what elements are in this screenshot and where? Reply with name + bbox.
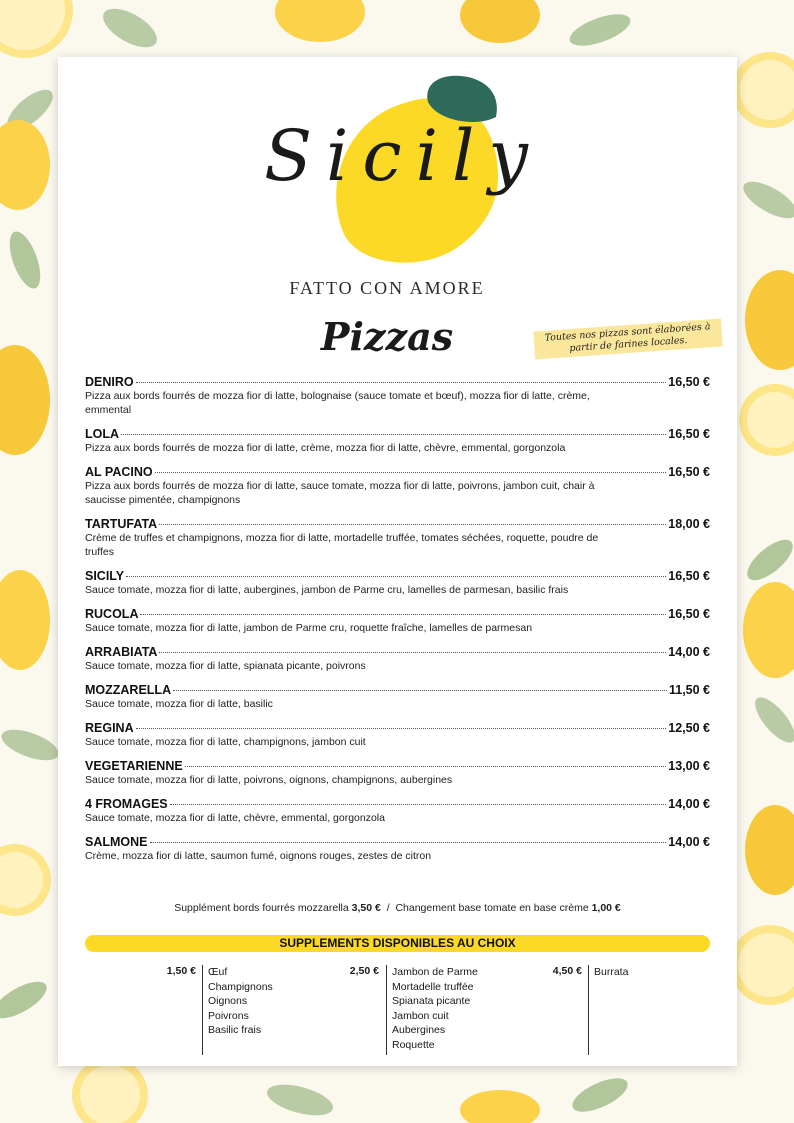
dot-leader — [173, 690, 667, 691]
menu-item-price: 14,00 € — [668, 645, 710, 659]
menu-item-name: SALMONE — [85, 835, 148, 849]
flour-note: Toutes nos pizzas sont élaborées à partir de farines locales. — [533, 318, 722, 359]
menu-item-price: 16,50 € — [668, 569, 710, 583]
supplement-list — [202, 965, 273, 1055]
pizza-list — [85, 375, 710, 873]
menu-item-price: 16,50 € — [668, 607, 710, 621]
supplements-banner: SUPPLEMENTS DISPONIBLES AU CHOIX — [85, 935, 710, 952]
menu-item — [85, 517, 710, 559]
menu-card — [58, 57, 737, 1066]
menu-item-price: 12,50 € — [668, 721, 710, 735]
lemon-icon — [275, 0, 540, 43]
supplement-item: Poivrons — [208, 1009, 249, 1022]
supplement-item: Œuf — [208, 966, 228, 978]
menu-item-description: Sauce tomate, mozza fior di latte, jambon de Parme cru, roquette fraîche, lamelles de parmesan — [85, 622, 533, 634]
menu-item-header — [85, 797, 710, 811]
dot-leader — [159, 652, 666, 653]
dot-leader — [136, 728, 667, 729]
menu-item-description: Sauce tomate, mozza fior di latte, champignons, jambon cuit — [85, 736, 366, 748]
menu-item-header — [85, 721, 710, 735]
dot-leader — [126, 576, 666, 577]
menu-item — [85, 607, 710, 635]
supplement-item: Burrata — [594, 966, 629, 978]
menu-item-header — [85, 835, 710, 849]
dot-leader — [140, 614, 666, 615]
menu-item — [85, 569, 710, 597]
menu-item — [85, 465, 710, 507]
menu-item — [85, 721, 710, 749]
supplement-item: Champignons — [208, 980, 273, 993]
menu-item-name: MOZZARELLA — [85, 683, 172, 697]
supplement-price: 2,50 € — [349, 965, 379, 977]
menu-item-price: 13,00 € — [668, 759, 710, 773]
dot-leader — [159, 524, 666, 525]
dot-leader — [155, 472, 667, 473]
menu-item — [85, 427, 710, 455]
menu-item-name: ARRABIATA — [85, 645, 158, 659]
menu-item-description: Sauce tomate, mozza fior di latte, poivrons, oignons, champignons, aubergines — [85, 774, 453, 786]
supplement-item: Spianata picante — [392, 995, 471, 1007]
supplement-list — [386, 965, 478, 1055]
menu-item-price: 11,50 € — [668, 683, 710, 697]
supplement-list — [588, 965, 628, 1055]
supplement-price: 1,50 € — [166, 965, 196, 977]
menu-item-header — [85, 517, 710, 531]
supplement-price: 4,50 € — [552, 965, 582, 977]
menu-item-header — [85, 645, 710, 659]
brand-tagline: FATTO CON AMORE — [289, 278, 485, 298]
menu-item-name: VEGETARIENNE — [85, 759, 183, 773]
menu-item-price: 16,50 € — [668, 427, 710, 441]
supplement-item: Aubergines — [392, 1024, 446, 1036]
dot-leader — [150, 842, 667, 843]
supplements-grid — [58, 962, 737, 1057]
menu-item-description: Sauce tomate, mozza fior di latte, aubergines, jambon de Parme cru, lamelles de parmesan, basilic frais — [85, 584, 569, 596]
menu-item-header — [85, 465, 710, 479]
menu-item-header — [85, 683, 710, 697]
menu-item — [85, 797, 710, 825]
supplement-item: Mortadelle truffée — [392, 980, 474, 993]
menu-item — [85, 645, 710, 673]
supplement-item: Roquette — [392, 1038, 435, 1051]
menu-item-name: SICILY — [85, 569, 125, 583]
menu-item-name: REGINA — [85, 721, 134, 735]
dot-leader — [121, 434, 666, 435]
menu-item-name: LOLA — [85, 427, 120, 441]
dot-leader — [136, 382, 667, 383]
menu-item-description: Sauce tomate, mozza fior di latte, basilic — [85, 698, 273, 710]
menu-item-header — [85, 375, 710, 389]
menu-item-description: Sauce tomate, mozza fior di latte, chèvre, emmental, gorgonzola — [85, 812, 385, 824]
menu-item-price: 16,50 € — [668, 375, 710, 389]
supplement-item: Jambon cuit — [392, 1009, 449, 1022]
supplement-item: Oignons — [208, 995, 248, 1007]
brand-logo-wordmark: Sicily — [264, 115, 542, 197]
menu-item-header — [85, 427, 710, 441]
menu-item-price: 16,50 € — [668, 465, 710, 479]
menu-item-header — [85, 569, 710, 583]
menu-item-price: 18,00 € — [668, 517, 710, 531]
menu-item-description: Crème de truffes et champignons, mozza fior di latte, mortadelle truffée, tomates séchées, roquette, poudre de truffes — [85, 532, 599, 558]
menu-item-name: RUCOLA — [85, 607, 139, 621]
dot-leader — [185, 766, 667, 767]
supplement-line: Supplément bords fourrés mozzarella 3,50 € / Changement base tomate en base crème 1,00 € — [174, 902, 621, 914]
menu-item-name: AL PACINO — [85, 465, 153, 479]
menu-item-price: 14,00 € — [668, 835, 710, 849]
supplement-item: Jambon de Parme — [392, 966, 478, 978]
menu-item-description: Pizza aux bords fourrés de mozza fior di latte, crème, mozza fior di latte, chèvre, emmental, gorgonzola — [85, 442, 566, 454]
menu-item-name: TARTUFATA — [85, 517, 158, 531]
supplement-item: Basilic frais — [208, 1024, 262, 1036]
menu-item-description: Crème, mozza fior di latte, saumon fumé, oignons rouges, zestes de citron — [85, 850, 432, 862]
menu-item-header — [85, 607, 710, 621]
dot-leader — [170, 804, 667, 805]
menu-item — [85, 683, 710, 711]
menu-item-description: Pizza aux bords fourrés de mozza fior di latte, sauce tomate, mozza fior di latte, poivrons, jambon cuit, chair à saucisse pimentée, champignons — [85, 480, 595, 506]
menu-item-price: 14,00 € — [668, 797, 710, 811]
menu-item-name: 4 FROMAGES — [85, 797, 168, 811]
menu-item — [85, 759, 710, 787]
menu-item — [85, 835, 710, 863]
menu-item-name: DENIRO — [85, 375, 134, 389]
lemon-slice-icon — [0, 0, 73, 58]
menu-item-description: Sauce tomate, mozza fior di latte, spianata picante, poivrons — [85, 660, 366, 672]
menu-item-description: Pizza aux bords fourrés de mozza fior di latte, bolognaise (sauce tomate et bœuf), mozza fior di latte, crème, emmental — [85, 390, 590, 416]
section-title: Pizzas — [320, 314, 454, 359]
menu-item-header — [85, 759, 710, 773]
menu-item — [85, 375, 710, 417]
